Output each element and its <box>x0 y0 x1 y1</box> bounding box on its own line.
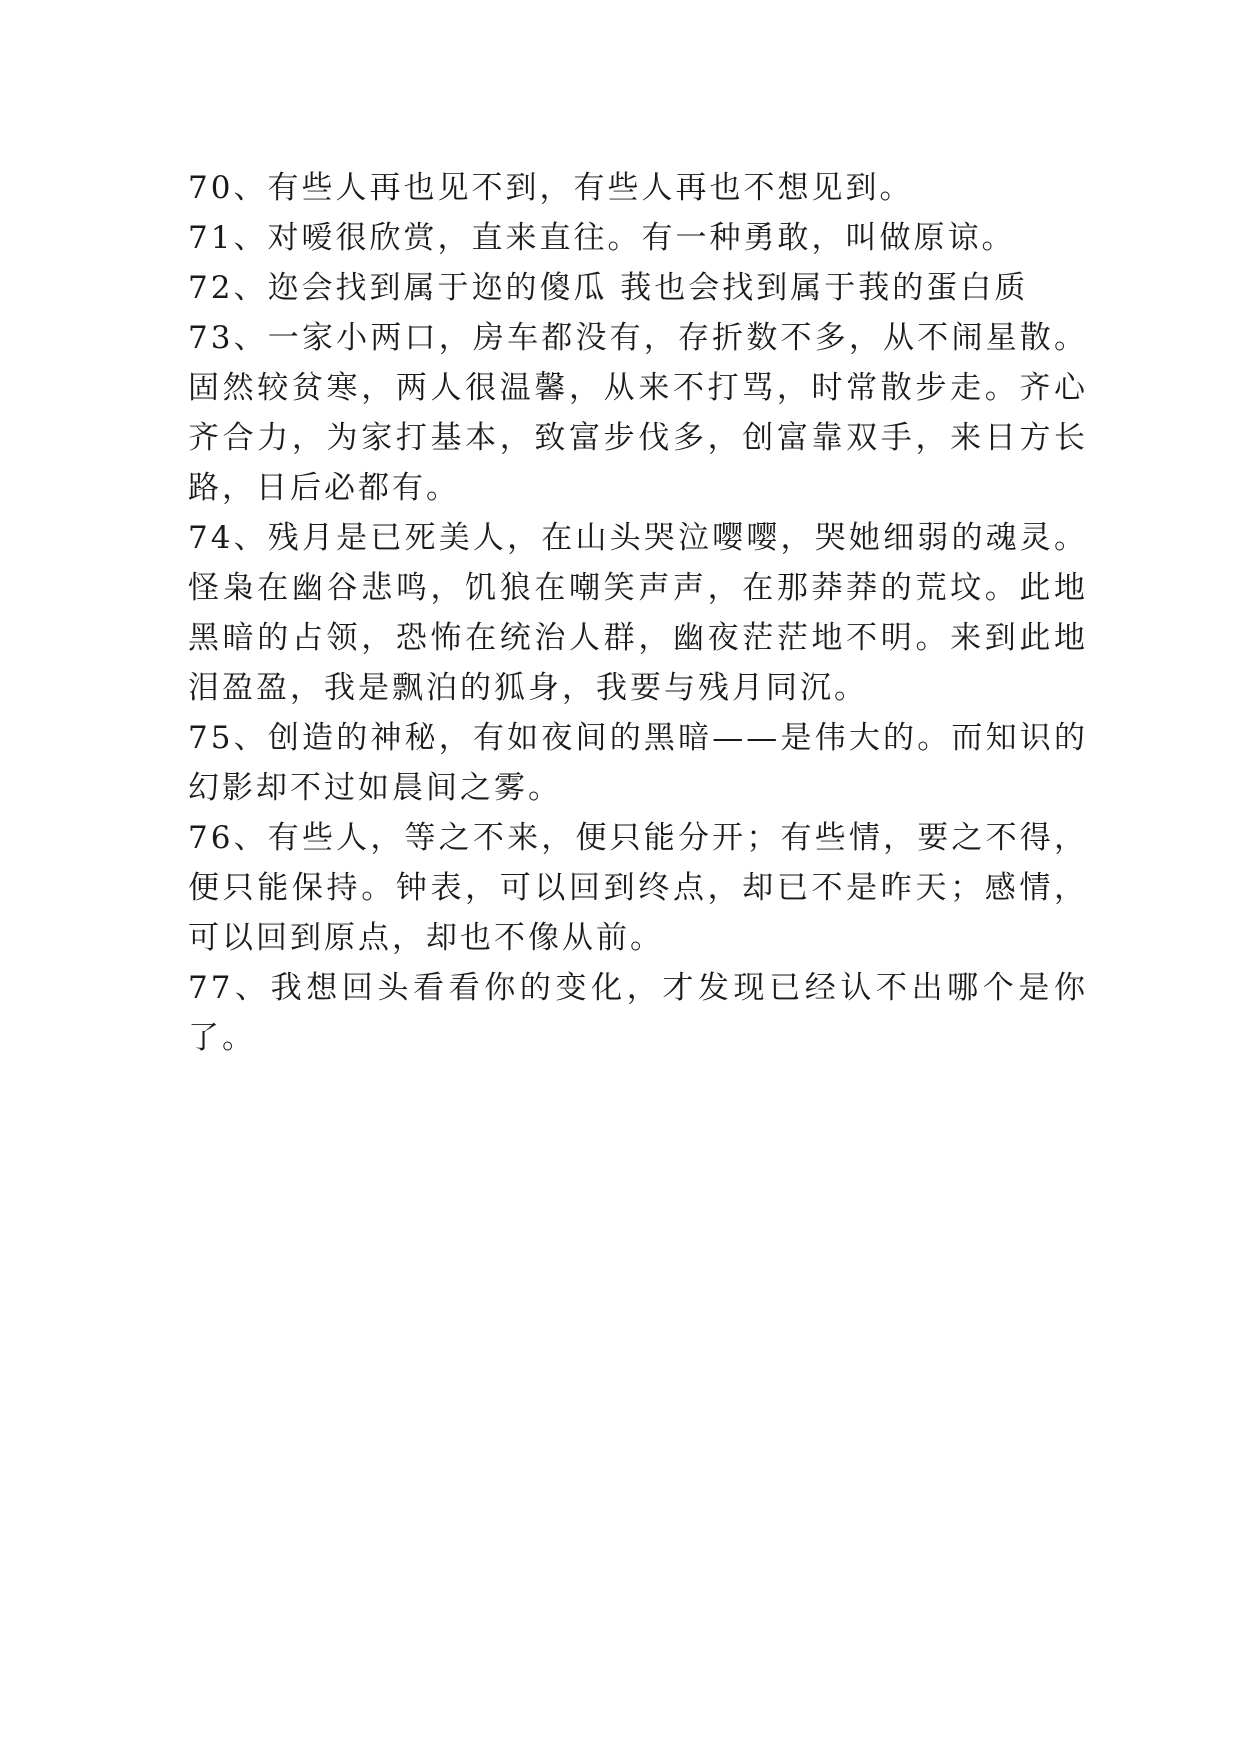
paragraph-72: 72、迩会找到属于迩的傻瓜 莪也会找到属于莪的蛋白质 <box>188 270 1029 306</box>
paragraph-74: 74、残月是已死美人，在山头哭泣嘤嘤，哭她细弱的魂灵。怪枭在幽谷悲鸣，饥狼在嘲笑声声，在那莽莽的荒坟。此地黑暗的占领，恐怖在统治人群，幽夜茫茫地不明。来到此地泪盈盈，我是飘泊的狐身，我要与残月同沉。 <box>188 520 1088 706</box>
paragraph-71: 71、对嗳很欣赏，直来直往。有一种勇敢，叫做原谅。 <box>188 220 1016 256</box>
paragraph-75: 75、创造的神秘，有如夜间的黑暗——是伟大的。而知识的幻影却不过如晨间之雾。 <box>188 720 1088 806</box>
paragraph-70: 70、有些人再也见不到，有些人再也不想见到。 <box>188 170 914 206</box>
text-body <box>188 163 1088 1063</box>
paragraph-73: 73、一家小两口，房车都没有，存折数不多，从不闹星散。固然较贫寒，两人很温馨，从来不打骂，时常散步走。齐心齐合力，为家打基本，致富步伐多，创富靠双手，来日方长路，日后必都有。 <box>188 320 1088 506</box>
paragraph-76: 76、有些人，等之不来，便只能分开；有些情，要之不得，便只能保持。钟表，可以回到终点，却已不是昨天；感情，可以回到原点，却也不像从前。 <box>188 820 1088 956</box>
paragraph-77: 77、我想回头看看你的变化，才发现已经认不出哪个是你了。 <box>188 970 1088 1056</box>
